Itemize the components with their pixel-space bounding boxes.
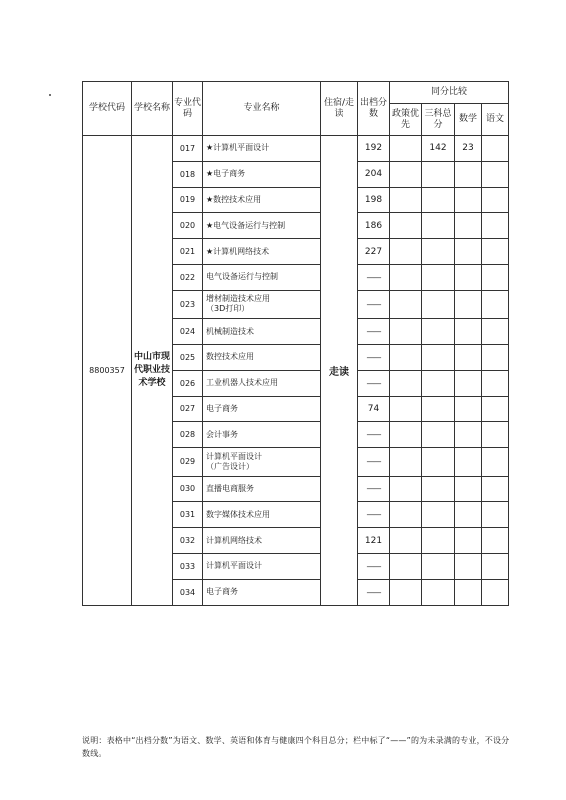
three-subject-total-cell [422,187,455,213]
math-cell [455,396,482,422]
major-code-cell: 027 [173,396,203,422]
major-name-text: ★数控技术应用 [206,194,262,204]
major-name-note: （广告设计） [206,461,254,471]
three-subject-total-cell [422,422,455,448]
math-cell [455,448,482,476]
major-name-cell [203,396,321,422]
major-name-text: 直播电商服务 [206,483,254,493]
policy-priority-cell [390,422,422,448]
three-subject-total-cell [422,319,455,345]
major-code-cell: 034 [173,579,203,605]
math-cell [455,579,482,605]
chinese-cell [482,553,509,579]
header-school-name: 学校名称 [132,82,173,136]
major-name-text: ★电子商务 [206,169,246,179]
major-name-text: 电子商务 [206,403,238,413]
table-header [83,82,509,136]
score-cell: —— [358,502,390,528]
major-name-cell [203,239,321,265]
major-name-text: 电气设备运行与控制 [206,272,278,282]
score-cell: —— [358,553,390,579]
math-cell [455,161,482,187]
major-name-cell [203,422,321,448]
math-cell [455,213,482,239]
major-name-cell [203,136,321,162]
major-name-text: 计算机网络技术 [206,535,262,545]
major-name-text: 计算机平面设计 [206,451,262,461]
three-subject-total-cell [422,239,455,265]
three-subject-total-cell [422,476,455,502]
policy-priority-cell [390,396,422,422]
policy-priority-cell [390,213,422,239]
chinese-cell [482,422,509,448]
header-tie-compare: 同分比较 [390,82,509,104]
math-cell [455,290,482,318]
math-cell [455,187,482,213]
three-subject-total-cell [422,370,455,396]
three-subject-total-cell [422,553,455,579]
chinese-cell [482,448,509,476]
major-code-cell: 030 [173,476,203,502]
major-name-cell [203,553,321,579]
major-code-cell: 032 [173,528,203,554]
chinese-cell [482,213,509,239]
major-name-cell [203,344,321,370]
major-name-text: ★计算机平面设计 [206,143,270,153]
chinese-cell [482,579,509,605]
major-code-cell: 023 [173,290,203,318]
major-name-cell [203,528,321,554]
major-name-text: 数控技术应用 [206,352,254,362]
chinese-cell [482,239,509,265]
policy-priority-cell [390,187,422,213]
policy-priority-cell [390,553,422,579]
score-cell: —— [358,448,390,476]
score-cell: —— [358,370,390,396]
math-cell [455,239,482,265]
math-cell [455,370,482,396]
major-code-cell: 031 [173,502,203,528]
major-name-cell [203,264,321,290]
scan-speck [49,94,51,96]
policy-priority-cell [390,476,422,502]
table-row [83,136,509,162]
header-policy-priority: 政策优先 [390,104,422,136]
chinese-cell [482,370,509,396]
score-cell: 121 [358,528,390,554]
three-subject-total-cell: 142 [422,136,455,162]
major-name-cell [203,213,321,239]
major-name-text: 增材制造技术应用 [206,294,270,304]
score-cell: —— [358,579,390,605]
policy-priority-cell [390,448,422,476]
major-code-cell: 021 [173,239,203,265]
major-name-cell [203,161,321,187]
major-name-cell [203,319,321,345]
policy-priority-cell [390,319,422,345]
major-name-cell [203,187,321,213]
header-score: 出档分数 [358,82,390,136]
major-code-cell: 019 [173,187,203,213]
header-boarding: 住宿/走读 [321,82,358,136]
major-name-text: ★计算机网络技术 [206,246,270,256]
header-three-subject-total: 三科总分 [422,104,455,136]
policy-priority-cell [390,161,422,187]
major-name-text: 机械制造技术 [206,326,254,336]
math-cell [455,476,482,502]
math-cell: 23 [455,136,482,162]
policy-priority-cell [390,579,422,605]
policy-priority-cell [390,344,422,370]
admission-score-table [82,81,509,606]
major-name-text: 电子商务 [206,587,238,597]
three-subject-total-cell [422,579,455,605]
header-school-code: 学校代码 [83,82,132,136]
school-name-cell: 中山市现代职业技术学校 [132,136,173,606]
chinese-cell [482,161,509,187]
score-cell: 74 [358,396,390,422]
chinese-cell [482,528,509,554]
three-subject-total-cell [422,290,455,318]
chinese-cell [482,290,509,318]
header-major-name: 专业名称 [203,82,321,136]
major-code-cell: 024 [173,319,203,345]
major-code-cell: 033 [173,553,203,579]
boarding-cell: 走读 [321,136,358,606]
chinese-cell [482,502,509,528]
math-cell [455,553,482,579]
policy-priority-cell [390,136,422,162]
major-code-cell: 029 [173,448,203,476]
major-name-cell [203,448,321,476]
major-code-cell: 017 [173,136,203,162]
policy-priority-cell [390,502,422,528]
chinese-cell [482,476,509,502]
header-major-code: 专业代码 [173,82,203,136]
table-body [83,136,509,606]
score-cell: 227 [358,239,390,265]
major-name-cell [203,502,321,528]
score-cell: —— [358,319,390,345]
three-subject-total-cell [422,344,455,370]
major-name-text: 工业机器人技术应用 [206,378,278,388]
score-cell: —— [358,290,390,318]
score-cell: —— [358,476,390,502]
three-subject-total-cell [422,502,455,528]
math-cell [455,502,482,528]
major-name-cell [203,476,321,502]
footnote: 说明：表格中“出档分数”为语文、数学、英语和体育与健康四个科目总分；栏中标了“——”的为未录满的专业，不设分数线。 [82,736,510,758]
score-cell: 192 [358,136,390,162]
major-code-cell: 026 [173,370,203,396]
three-subject-total-cell [422,264,455,290]
score-cell: —— [358,264,390,290]
major-code-cell: 025 [173,344,203,370]
major-name-cell [203,370,321,396]
score-cell: —— [358,422,390,448]
major-name-note: （3D打印） [206,304,250,314]
policy-priority-cell [390,370,422,396]
major-name-cell [203,579,321,605]
major-code-cell: 020 [173,213,203,239]
major-code-cell: 022 [173,264,203,290]
chinese-cell [482,319,509,345]
header-math: 数学 [455,104,482,136]
score-cell: —— [358,344,390,370]
chinese-cell [482,187,509,213]
math-cell [455,422,482,448]
policy-priority-cell [390,264,422,290]
three-subject-total-cell [422,448,455,476]
header-chinese: 语文 [482,104,509,136]
score-cell: 186 [358,213,390,239]
math-cell [455,528,482,554]
major-code-cell: 018 [173,161,203,187]
major-code-cell: 028 [173,422,203,448]
major-name-text: 会计事务 [206,429,238,439]
math-cell [455,264,482,290]
three-subject-total-cell [422,213,455,239]
chinese-cell [482,344,509,370]
three-subject-total-cell [422,161,455,187]
major-name-text: 数字媒体技术应用 [206,509,270,519]
math-cell [455,344,482,370]
three-subject-total-cell [422,528,455,554]
score-cell: 198 [358,187,390,213]
major-name-cell [203,290,321,318]
chinese-cell [482,396,509,422]
major-name-text: 计算机平面设计 [206,561,262,571]
chinese-cell [482,264,509,290]
three-subject-total-cell [422,396,455,422]
policy-priority-cell [390,239,422,265]
math-cell [455,319,482,345]
policy-priority-cell [390,528,422,554]
policy-priority-cell [390,290,422,318]
score-cell: 204 [358,161,390,187]
chinese-cell [482,136,509,162]
major-name-text: ★电气设备运行与控制 [206,220,286,230]
school-code-cell: 8800357 [83,136,132,606]
